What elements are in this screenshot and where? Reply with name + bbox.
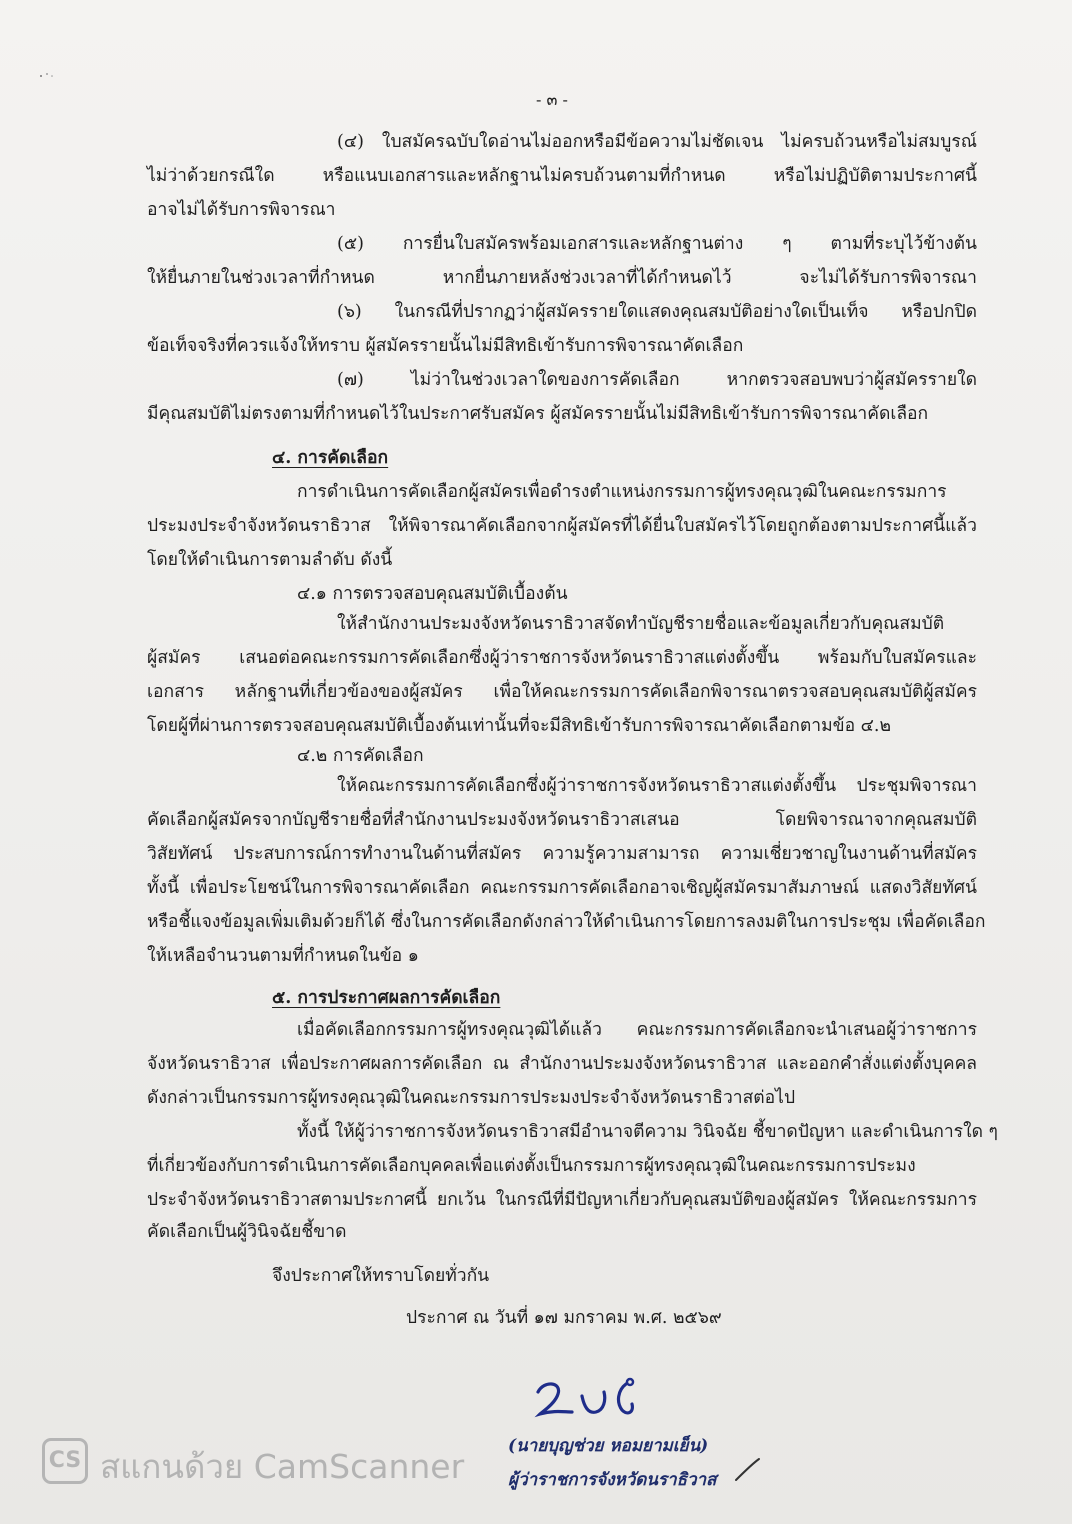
paragraph-line: (๕) การยื่นใบสมัครพร้อมเอกสารและหลักฐานต่าง ๆ ตามที่ระบุไว้ข้างต้น <box>337 234 977 254</box>
paragraph-line: (๔) ใบสมัครฉบับใดอ่านไม่ออกหรือมีข้อความไม่ชัดเจน ไม่ครบถ้วนหรือไม่สมบูรณ์ <box>337 132 977 152</box>
paragraph-line: คัดเลือกเป็นผู้วินิจฉัยชี้ขาด <box>147 1222 347 1242</box>
paragraph-line: ประจำจังหวัดนราธิวาสตามประกาศนี้ ยกเว้น ในกรณีที่มีปัญหาเกี่ยวกับคุณสมบัติของผู้สมัคร ให้คณะกรรมการ <box>147 1190 977 1210</box>
paragraph-line: ให้คณะกรรมการคัดเลือกซึ่งผู้ว่าราชการจังหวัดนราธิวาสแต่งตั้งขึ้น ประชุมพิจารณา <box>337 776 977 796</box>
paragraph-line: ทั้งนี้ ให้ผู้ว่าราชการจังหวัดนราธิวาสมีอำนาจตีความ วินิจฉัย ชี้ขาดปัญหา และดำเนินการใด ๆ <box>297 1122 998 1142</box>
paragraph-line: เอกสาร หลักฐานที่เกี่ยวข้องของผู้สมัคร เพื่อให้คณะกรรมการคัดเลือกพิจารณาตรวจสอบคุณสมบัติผู้สมัคร <box>147 682 977 702</box>
subsection-heading: ๔.๑ การตรวจสอบคุณสมบัติเบื้องต้น <box>297 584 568 604</box>
date-line: ประกาศ ณ วันที่ ๑๗ มกราคม พ.ศ. ๒๕๖๙ <box>406 1308 722 1328</box>
paragraph-line: การดำเนินการคัดเลือกผู้สมัครเพื่อดำรงตำแหน่งกรรมการผู้ทรงคุณวุฒิในคณะกรรมการ <box>297 482 947 502</box>
paragraph-line: อาจไม่ได้รับการพิจารณา <box>147 200 336 220</box>
camscanner-watermark-text: สแกนด้วย CamScanner <box>100 1447 465 1486</box>
paragraph-line: ผู้สมัคร เสนอต่อคณะกรรมการคัดเลือกซึ่งผู้ว่าราชการจังหวัดนราธิวาสแต่งตั้งขึ้น พร้อมกับใบสมัครและ <box>147 648 977 668</box>
subsection-heading: ๔.๒ การคัดเลือก <box>297 746 424 766</box>
section-heading: ๕. การประกาศผลการคัดเลือก <box>272 988 501 1008</box>
paragraph-line: คัดเลือกผู้สมัครจากบัญชีรายชื่อที่สำนักงานประมงจังหวัดนราธิวาสเสนอ โดยพิจารณาจากคุณสมบัติ <box>147 810 977 830</box>
scan-speck <box>38 72 54 78</box>
section-heading: ๔. การคัดเลือก <box>272 448 389 468</box>
paragraph-line: หรือชี้แจงข้อมูลเพิ่มเติมด้วยก็ได้ ซึ่งในการคัดเลือกดังกล่าวให้ดำเนินการโดยการลงมติในการประชุม เพื่อคัดเลือก <box>147 912 986 932</box>
paragraph-line: โดยผู้ที่ผ่านการตรวจสอบคุณสมบัติเบื้องต้นเท่านั้นที่จะมีสิทธิเข้ารับการพิจารณาคัดเลือกตามข้อ ๔.๒ <box>147 716 891 736</box>
paragraph-line: ประมงประจำจังหวัดนราธิวาส ให้พิจารณาคัดเลือกจากผู้สมัครที่ได้ยื่นใบสมัครไว้โดยถูกต้องตามประกาศนี้แล้ว <box>147 516 977 536</box>
paragraph-line: ให้เหลือจำนวนตามที่กำหนดในข้อ ๑ <box>147 946 419 966</box>
paragraph-line: (๖) ในกรณีที่ปรากฏว่าผู้สมัครรายใดแสดงคุณสมบัติอย่างใดเป็นเท็จ หรือปกปิด <box>337 302 977 322</box>
paragraph-line: เมื่อคัดเลือกกรรมการผู้ทรงคุณวุฒิได้แล้ว คณะกรรมการคัดเลือกจะนำเสนอผู้ว่าราชการ <box>297 1020 977 1040</box>
paragraph-line: ไม่ว่าด้วยกรณีใด หรือแนบเอกสารและหลักฐานไม่ครบถ้วนตามที่กำหนด หรือไม่ปฏิบัติตามประกาศนี้ <box>147 166 977 186</box>
paragraph-line: ดังกล่าวเป็นกรรมการผู้ทรงคุณวุฒิในคณะกรรมการประมงประจำจังหวัดนราธิวาสต่อไป <box>147 1088 796 1108</box>
paragraph-line: ข้อเท็จจริงที่ควรแจ้งให้ทราบ ผู้สมัครรายนั้นไม่มีสิทธิเข้ารับการพิจารณาคัดเลือก <box>147 336 744 356</box>
handwritten-signature <box>530 1372 650 1424</box>
paragraph-line: โดยให้ดำเนินการตามลำดับ ดังนี้ <box>147 550 393 570</box>
paragraph-line: ให้ยื่นภายในช่วงเวลาที่กำหนด หากยื่นภายหลังช่วงเวลาที่ได้กำหนดไว้ จะไม่ได้รับการพิจารณา <box>147 268 977 288</box>
paragraph-line: มีคุณสมบัติไม่ตรงตามที่กำหนดไว้ในประกาศรับสมัคร ผู้สมัครรายนั้นไม่มีสิทธิเข้ารับการพิจารณาคัดเลือก <box>147 404 929 424</box>
paragraph-line: ที่เกี่ยวข้องกับการดำเนินการคัดเลือกบุคคลเพื่อแต่งตั้งเป็นกรรมการผู้ทรงคุณวุฒิในคณะกรรมการประมง <box>147 1156 916 1176</box>
announcement-closing: จึงประกาศให้ทราบโดยทั่วกัน <box>272 1266 490 1286</box>
signer-name: (นายบุญช่วย หอมยามเย็น) <box>508 1436 709 1456</box>
paragraph-line: วิสัยทัศน์ ประสบการณ์การทำงานในด้านที่สมัคร ความรู้ความสามารถ ความเชี่ยวชาญในงานด้านที่สมัคร <box>147 844 977 864</box>
paragraph-line: (๗) ไม่ว่าในช่วงเวลาใดของการคัดเลือก หากตรวจสอบพบว่าผู้สมัครรายใด <box>337 370 977 390</box>
paragraph-line: ให้สำนักงานประมงจังหวัดนราธิวาสจัดทำบัญชีรายชื่อและข้อมูลเกี่ยวกับคุณสมบัติ <box>337 614 945 634</box>
page-number: - ๓ - <box>536 90 568 109</box>
signer-title: ผู้ว่าราชการจังหวัดนราธิวาส <box>508 1470 717 1490</box>
paragraph-line: จังหวัดนราธิวาส เพื่อประกาศผลการคัดเลือก ณ สำนักงานประมงจังหวัดนราธิวาส และออกคำสั่งแต่งตั้งบุคคล <box>147 1054 977 1074</box>
ink-tick-mark <box>732 1456 762 1484</box>
paragraph-line: ทั้งนี้ เพื่อประโยชน์ในการพิจารณาคัดเลือก คณะกรรมการคัดเลือกอาจเชิญผู้สมัครมาสัมภาษณ์ แสดงวิสัยทัศน์ <box>147 878 977 898</box>
camscanner-logo-icon: CS <box>42 1438 88 1484</box>
